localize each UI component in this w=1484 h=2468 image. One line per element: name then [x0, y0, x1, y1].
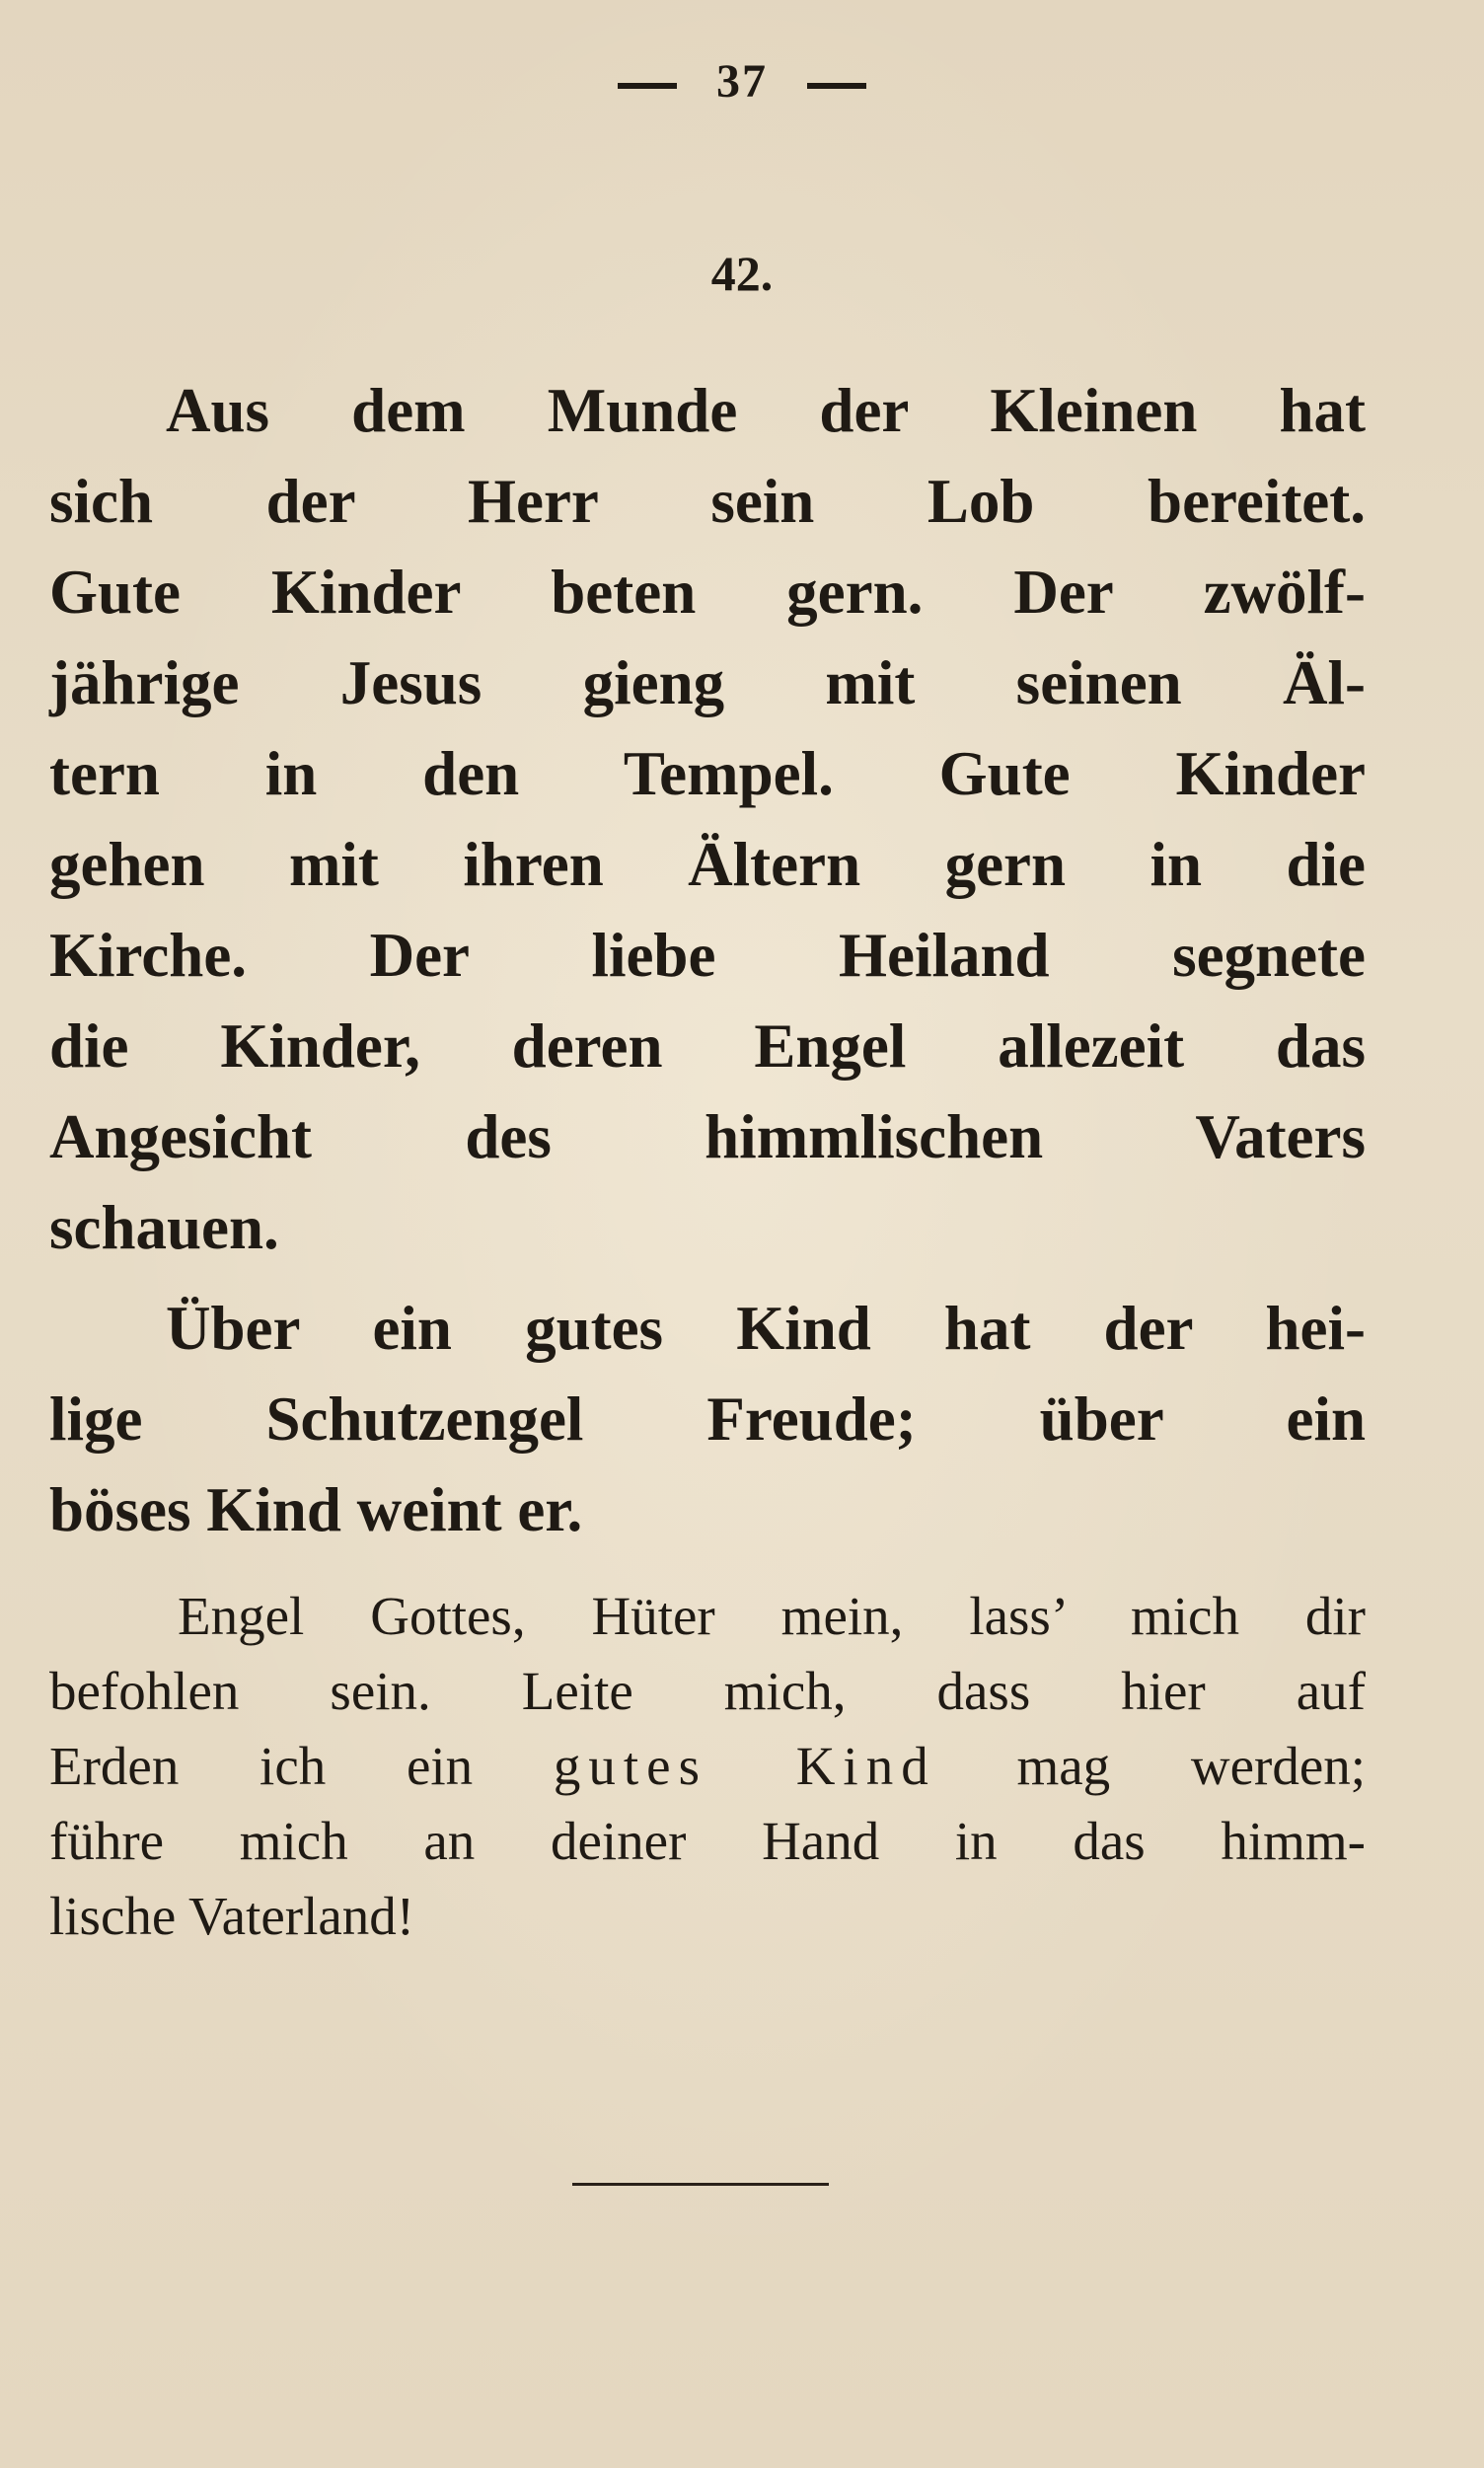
paragraph-line: sich der Herr sein Lob bereitet.: [49, 467, 1366, 536]
paragraph-line: Über ein gutes Kind hat der hei-: [166, 1294, 1366, 1363]
paragraph-line: Aus dem Munde der Kleinen hat: [166, 376, 1366, 445]
page-number-value: 37: [716, 55, 768, 108]
paragraph-1: [49, 365, 1366, 1273]
prayer-line: [49, 1729, 1366, 1804]
paragraph-line: Kirche. Der liebe Heiland segnete: [49, 921, 1366, 990]
paragraph-line: Gute Kinder beten gern. Der zwölf-: [49, 558, 1366, 627]
paragraph-2: [49, 1283, 1366, 1555]
paragraph-line: schauen.: [49, 1193, 279, 1262]
prayer-line: führe mich an deiner Hand in das himm-: [49, 1811, 1366, 1871]
paragraph-line: böses Kind weint er.: [49, 1475, 583, 1544]
prayer-line-end: mag werden;: [1016, 1736, 1367, 1796]
paragraph-line: lige Schutzengel Freude; über ein: [49, 1384, 1366, 1454]
paragraph-line: tern in den Tempel. Gute Kinder: [49, 739, 1366, 808]
prayer-line-start: Erden ich ein: [49, 1736, 474, 1796]
page-number: [0, 54, 1484, 109]
paragraph-line: jährige Jesus gieng mit seinen Äl-: [49, 648, 1366, 717]
prayer-spaced-emphasis: gutes Kind: [553, 1736, 936, 1796]
end-rule: [572, 2183, 829, 2186]
paragraph-line: die Kinder, deren Engel allezeit das: [49, 1011, 1366, 1081]
prayer-line: Engel Gottes, Hüter mein, lass’ mich dir: [178, 1586, 1366, 1646]
prayer-line: befohlen sein. Leite mich, dass hier auf: [49, 1661, 1366, 1721]
section-number: 42.: [710, 246, 774, 301]
prayer-paragraph: [49, 1579, 1366, 1954]
page-number-dash-left: [618, 83, 677, 89]
paragraph-line: Angesicht des himmlischen Vaters: [49, 1102, 1366, 1171]
prayer-line: lische Vaterland!: [49, 1886, 415, 1946]
paragraph-line: gehen mit ihren Ältern gern in die: [49, 830, 1366, 899]
page-number-dash-right: [807, 83, 866, 89]
